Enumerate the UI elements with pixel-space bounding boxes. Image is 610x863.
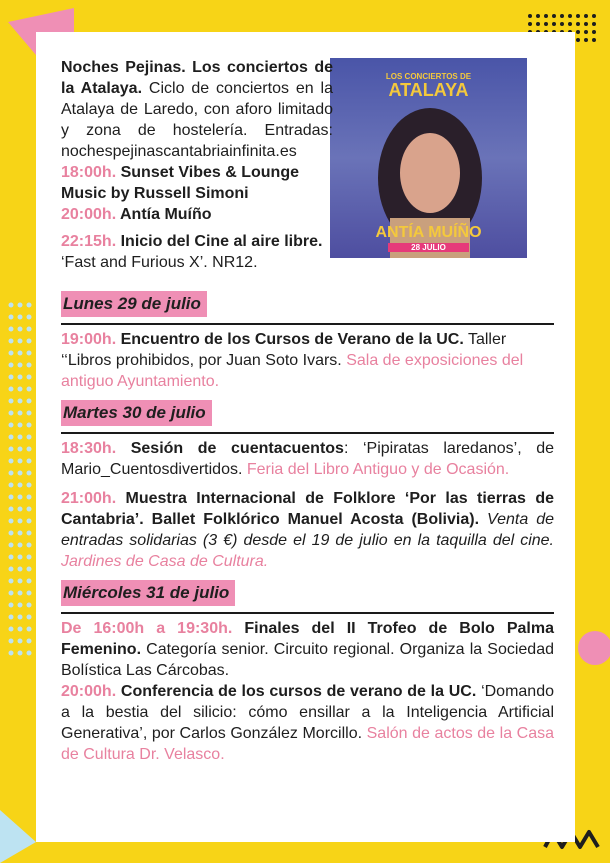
dot-grid-left [6,300,36,680]
event-item: 18:30h. Sesión de cuentacuentos: ‘Pipiratas laredanos’, de Mario_Cuentosdivertidos. Feria del Libro Antiguo y de Ocasión. [61,440,555,478]
white-content-card [36,32,575,842]
intro-title: Noches Pejinas. Los conciertos de la Atalaya. [61,59,333,97]
event-item: 19:00h. Encuentro de los Cursos de Verano de la UC. Taller ‘‘Libros prohibidos, por Juan Soto Ivars. Sala de exposiciones del antiguo Ayuntamiento. [61,331,524,390]
poster-artist: ANTÍA MUÍÑO [375,224,482,241]
poster-brand: ATALAYA [388,80,469,100]
intro-block [61,57,333,273]
intro-event-2: 20:00h. Antía Muíño [61,206,212,223]
pink-half-circle-right [575,618,610,678]
day-section-1 [61,291,554,392]
day-section-2 [61,400,554,572]
intro-event-1: 18:00h. Sunset Vibes & Lounge Music by Russell Simoni [61,164,299,202]
intro-description: Ciclo de conciertos en la Atalaya de Laredo, con aforo limitado y zona de hostelería. Entradas: nochespejinascantabriainfinita.es [61,80,333,160]
poster-top-text: LOS CONCIERTOS DE [385,72,472,81]
intro-event-3: 22:15h. Inicio del Cine al aire libre. ‘Fast and Furious X’. NR12. [61,233,323,271]
day-label: Martes 30 de julio [61,400,212,426]
program-text [61,57,554,765]
blue-triangle-bottom-left [0,790,40,863]
event-item: De 16:00h a 19:30h. Finales del II Trofeo de Bolo Palma Femenino. Categoría senior. Circuito regional. Organiza la Sociedad Bolística Las Cárcobas. [61,620,554,679]
day-label: Miércoles 31 de julio [61,580,235,606]
day-label: Lunes 29 de julio [61,291,207,317]
day-section-3 [61,580,554,765]
event-item: 20:00h. Conferencia de los cursos de verano de la UC. ‘Domando a la bestia del silicio: cómo ensillar a la Inteligencia Artificial Generativa’, por Carlos González Morcillo. Salón de actos de la Casa de Cultura Dr. Velasco. [61,683,555,763]
intro-paragraph [61,57,333,162]
poster-date: 28 JULIO [388,243,469,252]
event-item: 21:00h. Muestra Internacional de Folklore ‘Por las tierras de Cantabria’. Ballet Folklórico Manuel Acosta (Bolivia). Venta de entradas solidarias (3 €) desde el 19 de julio en la taquilla del cine. Jardines de Casa de Cultura. [61,490,555,570]
